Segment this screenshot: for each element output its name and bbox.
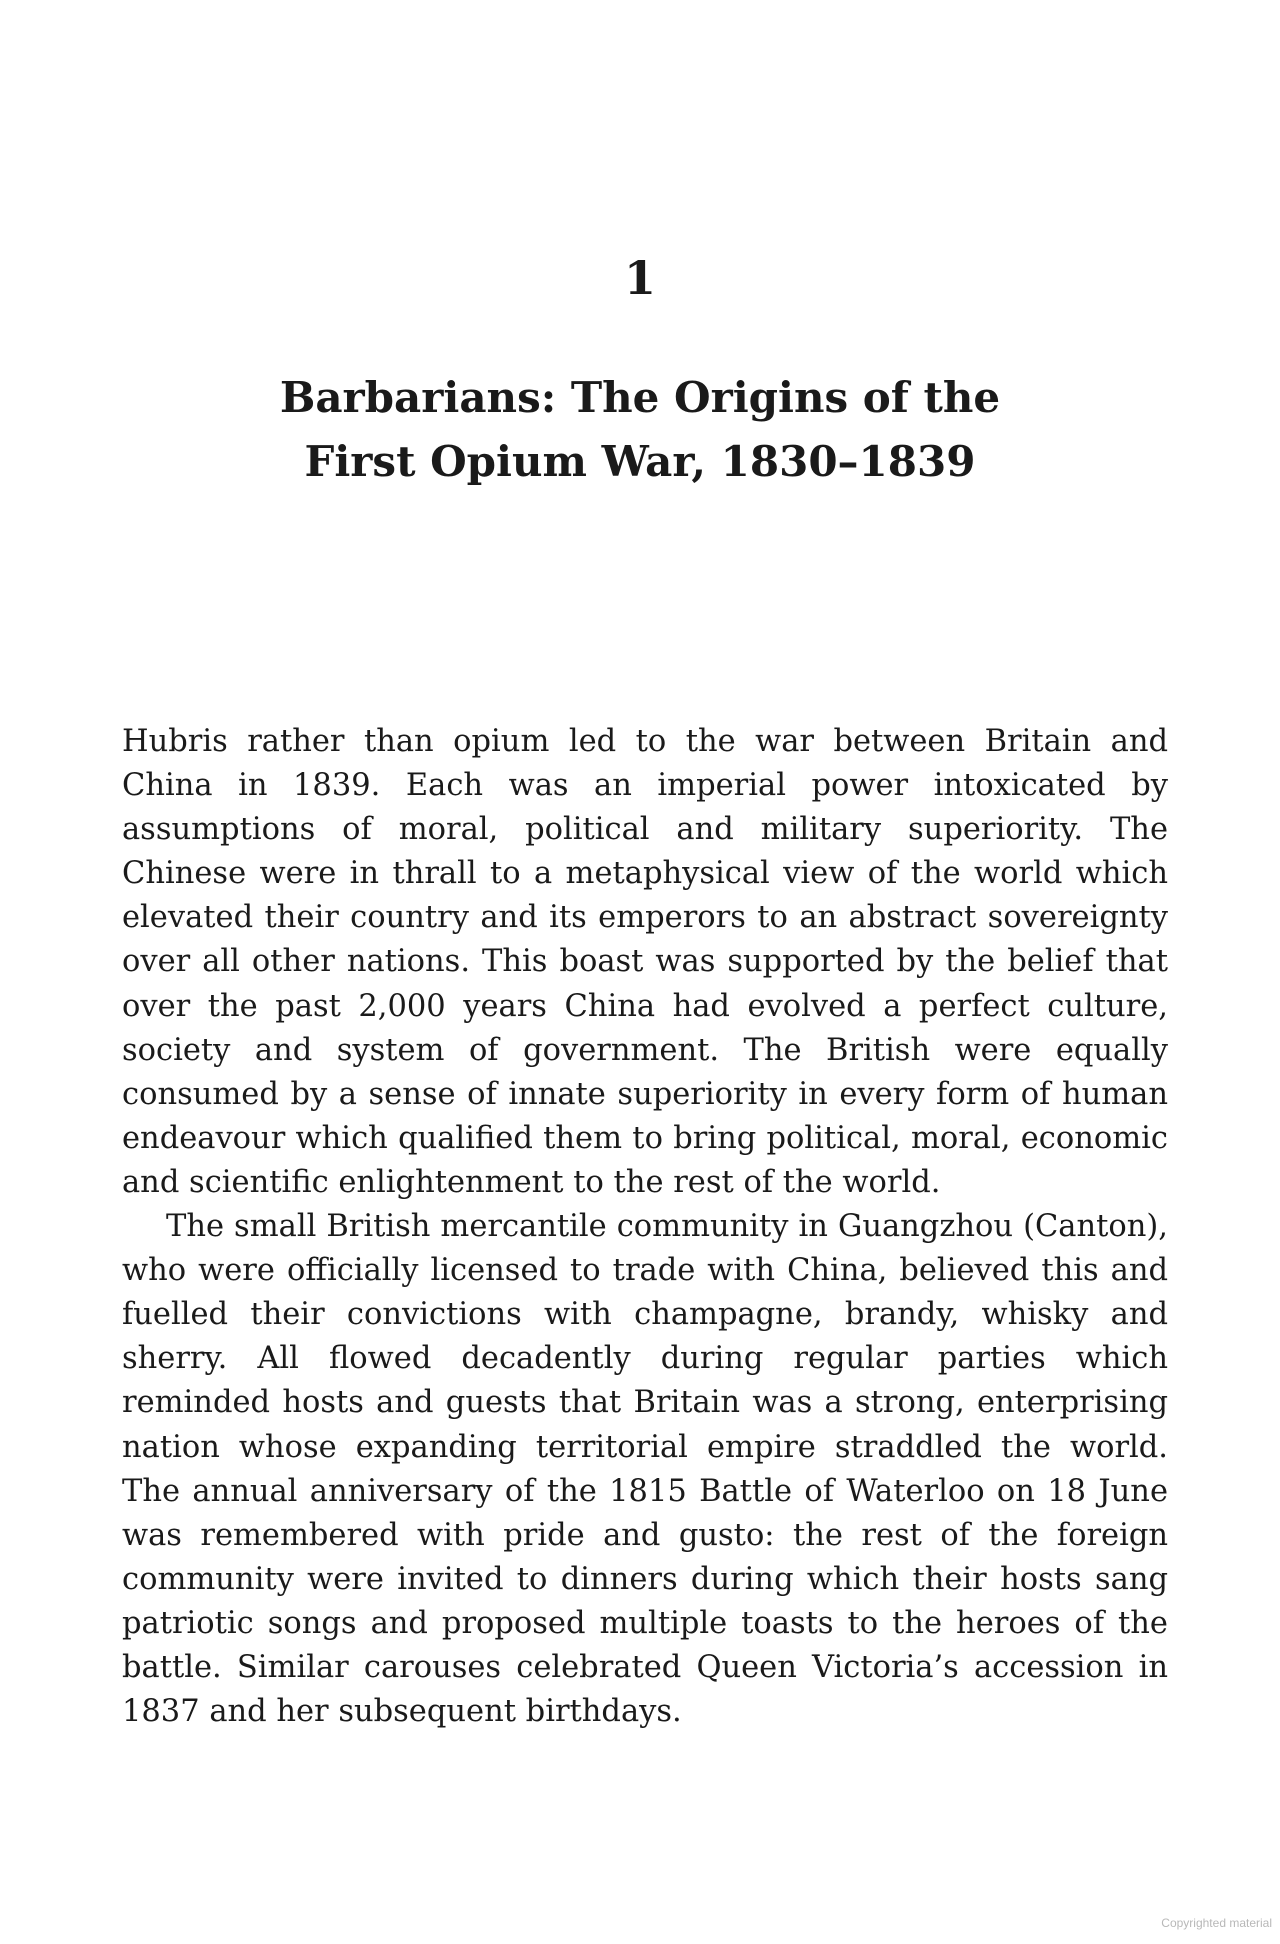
- chapter-title-line-1: Barbarians: The Origins of the: [279, 373, 1001, 422]
- copyright-watermark: Copyrighted material: [1161, 1916, 1272, 1930]
- chapter-number: 1: [623, 251, 656, 305]
- body-text: [122, 720, 1168, 1734]
- paragraph-1: Hubris rather than opium led to the war between Britain and China in 1839. Each was an imperial power intoxicated by assumptions of moral, political and military superiority. The Chinese were in thrall to a metaphysical view of the world which elevated their country and its emperors to an abstract sovereignty over all other nations. This boast was supported by the belief that over the past 2,000 years China had evolved a perfect culture, society and system of government. The British were equally consumed by a sense of innate superiority in every form of human endeavour which qualified them to bring political, moral, economic and scientific enlightenment to the rest of the world.: [122, 724, 1168, 1200]
- chapter-title-line-2: First Opium War, 1830–1839: [304, 437, 976, 486]
- paragraph-2: The small British mercantile community in Guangzhou (Canton), who were officially licensed to trade with China, believed this and fuelled their convictions with champagne, brandy, whisky and sherry. All flowed decadently during regular parties which reminded hosts and guests that Britain was a strong, enterprising nation whose expanding territorial empire straddled the world. The annual anniversary of the 1815 Battle of Waterloo on 18 June was remembered with pride and gusto: the rest of the foreign community were invited to dinners during which their hosts sang patriotic songs and proposed multiple toasts to the heroes of the battle. Similar carouses celebrated Queen Victoria’s accession in 1837 and her subsequent birthdays.: [122, 1209, 1168, 1730]
- chapter-title: [0, 366, 1280, 494]
